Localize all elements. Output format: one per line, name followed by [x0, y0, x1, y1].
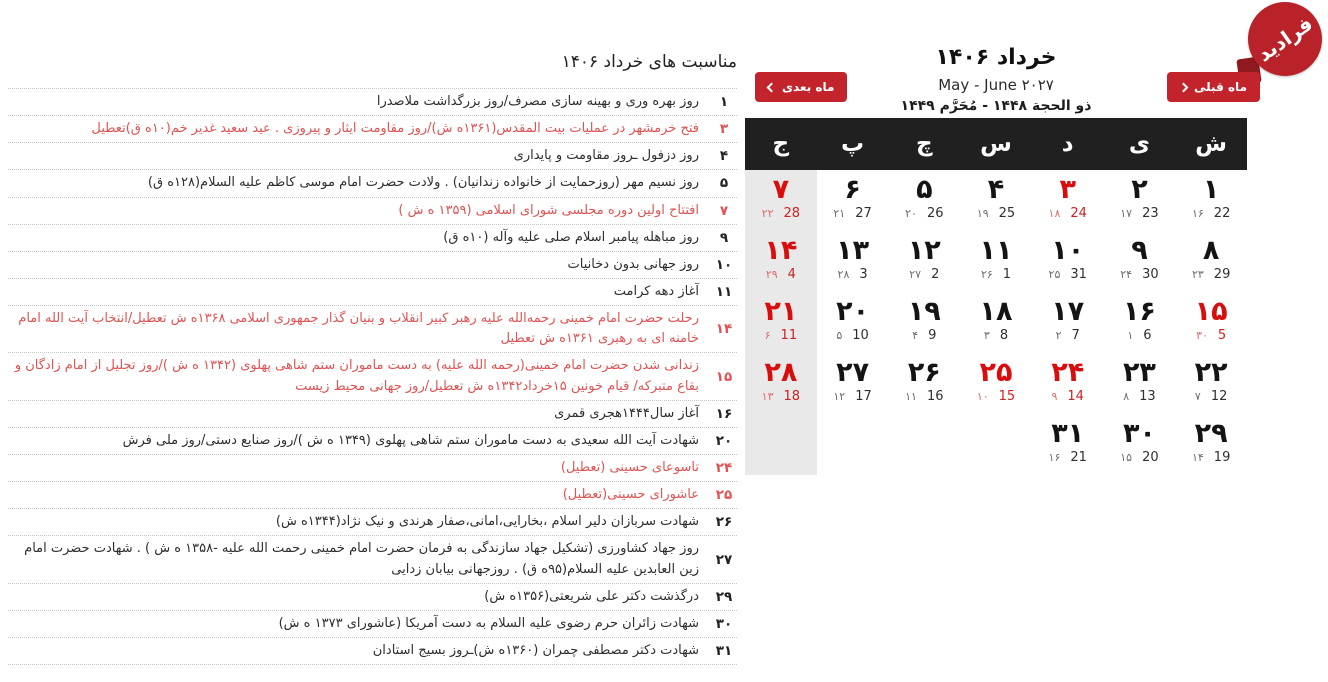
- occasion-day-number: ۹: [719, 229, 729, 246]
- occasion-day-number: ۷: [719, 202, 729, 219]
- occasion-row: [8, 143, 737, 170]
- gregorian-day-number: 5: [1217, 327, 1227, 343]
- secondary-dates: [905, 206, 943, 221]
- secondary-dates: [984, 328, 1008, 343]
- day-cell: [888, 292, 960, 353]
- gregorian-day-number: 26: [926, 205, 944, 221]
- gregorian-day-number: 3: [859, 266, 868, 282]
- occasion-text: روز نسیم مهر (روزحمایت از خانواده زندانیان) . ولادت حضرت امام موسی کاظم علیه السلام(۱۲۸ه ق): [147, 175, 699, 191]
- hijri-day-number: ۱۴: [1191, 450, 1204, 464]
- occasion-day-number: ۴: [719, 148, 729, 165]
- jalali-day-number: ۲۳: [1122, 357, 1156, 388]
- secondary-dates: [1192, 450, 1230, 465]
- day-cell: [1175, 170, 1247, 231]
- occasion-text: زندانی شدن حضرت امام خمینی(رحمه الله علیه) به دست ماموران ستم شاهی پهلوی (۱۳۴۲ ه ش )/روز تجلیل از امام زادگان و بقاع متبرکه/ قیام خونین ۱۵خرداد۱۳۴۲ه ش تعطیل/روز جهانی محیط زیست: [14, 358, 699, 394]
- empty-day-cell: [888, 414, 960, 475]
- occasion-row: [8, 306, 737, 353]
- weekday-label: ش: [1195, 131, 1228, 157]
- secondary-dates: [1049, 450, 1087, 465]
- hijri-day-number: ۱۰: [976, 389, 989, 403]
- jalali-day-number: ۱۳: [836, 235, 870, 266]
- secondary-dates: [1192, 206, 1230, 221]
- next-month-button[interactable]: [755, 72, 847, 102]
- prev-month-button[interactable]: [1167, 72, 1260, 102]
- day-cell: [1175, 292, 1247, 353]
- secondary-dates: [1049, 206, 1087, 221]
- occasion-row: [8, 252, 737, 279]
- gregorian-day-number: 22: [1213, 205, 1231, 221]
- day-cell: [888, 353, 960, 414]
- next-month-label: ماه بعدی: [782, 80, 835, 94]
- occasion-day-number: ۲۰: [715, 432, 733, 449]
- month-day-grid: [745, 170, 1247, 475]
- hijri-day-number: ۱: [1127, 328, 1134, 342]
- gregorian-day-number: 15: [998, 388, 1016, 404]
- jalali-day-number: ۲۴: [1051, 357, 1085, 388]
- secondary-dates: [765, 328, 797, 343]
- occasion-text: روز جهاد کشاورزی (تشکیل جهاد سازندگی به فرمان حضرت امام خمینی رحمت الله علیه -۱۳۵۸ ه ش ) . شهادت حضرت امام زین العابدین علیه السلام(۹۵ه ق) . روزجهانی بیابان زدایی: [24, 541, 699, 577]
- gregorian-day-number: 27: [855, 205, 872, 221]
- jalali-day-number: ۲۱: [764, 296, 798, 327]
- day-cell: [1032, 231, 1104, 292]
- gregorian-day-number: 25: [998, 205, 1016, 221]
- occasions-title: مناسبت های خرداد ۱۴۰۶: [561, 52, 737, 72]
- jalali-day-number: ۱۸: [979, 296, 1013, 327]
- gregorian-day-number: 17: [855, 388, 872, 404]
- occasion-text: روز مباهله پیامبر اسلام صلی علیه وآله (۱۰ه ق): [443, 229, 699, 245]
- jalali-day-number: ۲۶: [907, 357, 941, 388]
- jalali-day-number: ۱۲: [907, 235, 941, 266]
- occasion-row: [8, 89, 737, 116]
- secondary-dates: [1051, 389, 1083, 404]
- day-cell: [817, 170, 889, 231]
- hijri-day-number: ۱۳: [761, 389, 774, 403]
- secondary-dates: [838, 267, 868, 282]
- gregorian-day-number: 31: [1070, 266, 1087, 282]
- gregorian-day-number: 12: [1210, 388, 1228, 404]
- weekday-label: د: [1061, 131, 1074, 157]
- day-cell: [1104, 292, 1176, 353]
- occasion-text: روز جهانی بدون دخانیات: [567, 256, 699, 272]
- secondary-dates: [1120, 450, 1158, 465]
- occasion-text: روز دزفول ـروز مقاومت و پایداری: [513, 148, 699, 164]
- occasions-list: [8, 88, 737, 665]
- gregorian-day-number: 7: [1071, 327, 1080, 343]
- hijri-day-number: ۱۶: [1191, 206, 1204, 220]
- jalali-day-number: ۱: [1202, 174, 1220, 205]
- occasion-row: [8, 170, 737, 197]
- hijri-day-number: ۱۲: [833, 389, 846, 403]
- gregorian-day-number: 28: [783, 205, 801, 221]
- secondary-dates: [905, 389, 943, 404]
- gregorian-day-number: 24: [1070, 205, 1087, 221]
- gregorian-day-number: 20: [1142, 449, 1159, 465]
- occasion-row: [8, 279, 737, 306]
- occasion-text: فتح خرمشهر در عملیات بیت المقدس(۱۳۶۱ه ش)/روز مقاومت ایثار و پیروزی . عید سعید غدیر خم(۱۰ه ق)تعطیل: [91, 121, 699, 137]
- jalali-day-number: ۲۰: [836, 296, 870, 327]
- jalali-day-number: ۶: [844, 174, 861, 205]
- occasion-day-number: ۱۵: [715, 368, 733, 385]
- occasion-day-number: ۱۰: [715, 256, 733, 273]
- jalali-day-number: ۱۱: [979, 235, 1013, 266]
- chevron-left-icon: [767, 82, 777, 92]
- day-cell: [817, 231, 889, 292]
- occasion-row: [8, 509, 737, 536]
- hijri-day-number: ۲۰: [905, 206, 917, 220]
- secondary-dates: [1192, 267, 1230, 282]
- jalali-day-number: ۱۴: [764, 235, 798, 266]
- day-cell: [1175, 353, 1247, 414]
- gregorian-range: May - June ۲۰۲۷: [938, 75, 1054, 94]
- day-cell: [1104, 231, 1176, 292]
- day-cell: [1032, 292, 1104, 353]
- gregorian-day-number: 8: [999, 327, 1009, 343]
- empty-day-cell: [745, 414, 817, 475]
- occasion-text: شهادت آیت الله سعیدی به دست ماموران ستم شاهی پهلوی (۱۳۴۹ ه ش )/روز صنایع دستی/روز ملی فرش: [122, 432, 699, 448]
- hijri-day-number: ۷: [1194, 389, 1201, 403]
- jalali-day-number: ۹: [1131, 235, 1148, 266]
- occasion-text: رحلت حضرت امام خمینی رحمه‌الله علیه رهبر کبیر انقلاب و بنیان گذار جمهوری اسلامی ۱۳۶۸ه ش تعطیل/انتخاب آیت الله امام خامنه ای به رهبری ۱۳۶۱ه ش تعطیل: [18, 311, 699, 347]
- occasion-day-number: ۲۹: [715, 588, 733, 605]
- day-cell: [1104, 414, 1176, 475]
- hijri-day-number: ۱۶: [1048, 450, 1061, 464]
- jalali-day-number: ۳۰: [1122, 418, 1156, 449]
- weekday-label: ی: [1128, 131, 1150, 157]
- occasion-text: تاسوعای حسینی (تعطیل): [560, 459, 699, 475]
- hijri-day-number: ۱۸: [1048, 206, 1061, 220]
- occasion-row: [8, 482, 737, 509]
- day-cell: [960, 170, 1032, 231]
- secondary-dates: [1195, 389, 1227, 404]
- occasion-day-number: ۲۵: [715, 487, 733, 504]
- empty-day-cell: [817, 414, 889, 475]
- day-cell: [745, 353, 817, 414]
- day-cell: [888, 170, 960, 231]
- occasion-day-number: ۱۴: [715, 321, 733, 338]
- secondary-dates: [836, 328, 868, 343]
- secondary-dates: [1196, 328, 1226, 343]
- jalali-day-number: ۳۱: [1051, 418, 1085, 449]
- occasion-row: [8, 428, 737, 455]
- gregorian-day-number: 16: [926, 388, 944, 404]
- gregorian-day-number: 6: [1143, 327, 1152, 343]
- gregorian-day-number: 29: [1213, 266, 1231, 282]
- jalali-day-number: ۸: [1202, 235, 1220, 266]
- occasion-day-number: ۱۶: [715, 405, 733, 422]
- hijri-day-number: ۸: [1123, 389, 1130, 403]
- jalali-day-number: ۷: [772, 174, 790, 205]
- hijri-range: ذو الحجة ۱۴۴۸ - مُحَرَّم ۱۴۴۹: [900, 97, 1092, 114]
- weekday-header-bar: [745, 118, 1247, 170]
- hijri-day-number: ۲۹: [765, 267, 778, 281]
- occasion-text: عاشورای حسینی(تعطیل): [562, 487, 699, 503]
- occasion-day-number: ۳: [719, 121, 729, 138]
- empty-day-cell: [960, 414, 1032, 475]
- jalali-day-number: ۲۷: [836, 357, 870, 388]
- occasion-text: شهادت زائران حرم رضوی علیه السلام به دست آمریکا (عاشورای ۱۳۷۳ ه ش): [278, 615, 699, 631]
- gregorian-day-number: 10: [852, 327, 869, 343]
- hijri-day-number: ۳۰: [1196, 328, 1208, 342]
- jalali-day-number: ۱۰: [1051, 235, 1085, 266]
- hijri-day-number: ۲: [1055, 328, 1062, 342]
- hijri-day-number: ۵: [836, 328, 843, 342]
- hijri-day-number: ۱۵: [1120, 450, 1133, 464]
- secondary-dates: [977, 389, 1015, 404]
- secondary-dates: [762, 206, 800, 221]
- secondary-dates: [1127, 328, 1151, 343]
- day-cell: [1175, 231, 1247, 292]
- hijri-day-number: ۹: [1051, 389, 1058, 403]
- hijri-day-number: ۴: [912, 328, 919, 342]
- occasion-text: آغاز سال۱۴۴۴هجری قمری: [554, 405, 699, 421]
- occasion-text: شهادت دکتر مصطفی چمران (۱۳۶۰ه ش)ـروز بسیج استادان: [372, 642, 699, 658]
- jalali-day-number: ۴: [987, 174, 1005, 205]
- occasion-row: [8, 611, 737, 638]
- day-cell: [1175, 414, 1247, 475]
- occasion-row: [8, 198, 737, 225]
- day-cell: [960, 231, 1032, 292]
- jalali-day-number: ۵: [916, 174, 933, 205]
- day-cell: [960, 292, 1032, 353]
- gregorian-day-number: 23: [1142, 205, 1159, 221]
- gregorian-day-number: 19: [1213, 449, 1231, 465]
- occasions-panel: [8, 52, 737, 665]
- occasion-row: [8, 536, 737, 583]
- gregorian-day-number: 4: [787, 266, 796, 282]
- jalali-day-number: ۲۸: [764, 357, 798, 388]
- secondary-dates: [977, 206, 1015, 221]
- day-cell: [1104, 353, 1176, 414]
- secondary-dates: [909, 267, 939, 282]
- jalali-day-number: ۲: [1131, 174, 1148, 205]
- gregorian-day-number: 18: [783, 388, 801, 404]
- day-cell: [745, 231, 817, 292]
- day-cell: [817, 292, 889, 353]
- occasion-day-number: ۱: [719, 94, 729, 111]
- occasion-day-number: ۲۷: [715, 551, 733, 568]
- month-title: خرداد ۱۴۰۶: [935, 45, 1057, 70]
- day-cell: [745, 292, 817, 353]
- hijri-day-number: ۳: [983, 328, 990, 342]
- secondary-dates: [981, 267, 1011, 282]
- occasion-text: آغاز دهه کرامت: [613, 283, 699, 299]
- hijri-day-number: ۶: [764, 328, 771, 342]
- secondary-dates: [833, 206, 871, 221]
- day-cell: [1104, 170, 1176, 231]
- occasion-day-number: ۱۱: [715, 284, 733, 301]
- jalali-day-number: ۲۹: [1194, 418, 1228, 449]
- hijri-day-number: ۲۸: [837, 267, 850, 281]
- weekday-label: س: [980, 131, 1012, 157]
- hijri-day-number: ۲۲: [761, 206, 774, 220]
- jalali-day-number: ۱۷: [1051, 296, 1085, 327]
- day-cell: [745, 170, 817, 231]
- hijri-day-number: ۱۹: [976, 206, 989, 220]
- jalali-day-number: ۱۶: [1122, 296, 1156, 327]
- occasion-row: [8, 116, 737, 143]
- hijri-day-number: ۱۱: [905, 389, 917, 403]
- day-cell: [1032, 414, 1104, 475]
- occasion-text: روز بهره وری و بهینه سازی مصرف/روز بزرگداشت ملاصدرا: [376, 94, 699, 109]
- hijri-day-number: ۲۵: [1048, 267, 1061, 281]
- jalali-day-number: ۲۲: [1194, 357, 1228, 388]
- jalali-day-number: ۳: [1059, 174, 1076, 205]
- secondary-dates: [762, 389, 800, 404]
- day-cell: [1032, 170, 1104, 231]
- occasion-day-number: ۵: [719, 175, 729, 192]
- gregorian-day-number: 14: [1067, 388, 1084, 404]
- gregorian-day-number: 13: [1139, 388, 1156, 404]
- secondary-dates: [1123, 389, 1155, 404]
- gregorian-day-number: 1: [1002, 266, 1012, 282]
- occasion-row: [8, 638, 737, 665]
- occasion-day-number: ۲۴: [715, 460, 733, 477]
- occasion-row: [8, 584, 737, 611]
- secondary-dates: [912, 328, 936, 343]
- occasion-day-number: ۲۶: [715, 514, 733, 531]
- hijri-day-number: ۲۱: [833, 206, 846, 220]
- weekday-label: پ: [840, 131, 865, 157]
- gregorian-day-number: 11: [780, 327, 798, 343]
- day-cell: [888, 231, 960, 292]
- jalali-day-number: ۱۵: [1194, 296, 1228, 327]
- day-cell: [960, 353, 1032, 414]
- secondary-dates: [1120, 267, 1158, 282]
- day-cell: [1032, 353, 1104, 414]
- prev-month-label: ماه قبلی: [1194, 80, 1247, 94]
- logo-text: فرادید: [1252, 11, 1318, 67]
- secondary-dates: [1049, 267, 1087, 282]
- day-cell: [817, 353, 889, 414]
- occasion-row: [8, 401, 737, 428]
- hijri-day-number: ۲۴: [1120, 267, 1133, 281]
- occasion-day-number: ۳۰: [715, 615, 733, 632]
- occasion-text: درگذشت دکتر علی شریعتی(۱۳۵۶ه ش): [484, 588, 699, 604]
- occasion-day-number: ۳۱: [715, 643, 733, 660]
- hijri-day-number: ۱۷: [1120, 206, 1133, 220]
- occasion-row: [8, 225, 737, 252]
- gregorian-day-number: 2: [931, 266, 940, 282]
- gregorian-day-number: 21: [1070, 449, 1087, 465]
- secondary-dates: [1120, 206, 1158, 221]
- hijri-day-number: ۲۶: [980, 267, 993, 281]
- weekday-label: چ: [915, 131, 933, 157]
- hijri-day-number: ۲۳: [1191, 267, 1204, 281]
- chevron-right-icon: [1179, 82, 1189, 92]
- gregorian-day-number: 9: [928, 327, 937, 343]
- secondary-dates: [1056, 328, 1080, 343]
- secondary-dates: [833, 389, 871, 404]
- secondary-dates: [766, 267, 796, 282]
- occasion-text: شهادت سربازان دلیر اسلام ،بخارایی،امانی،صفار هرندی و نیک نژاد(۱۳۴۴ه ش): [275, 514, 699, 530]
- jalali-day-number: ۱۹: [907, 296, 941, 327]
- jalali-day-number: ۲۵: [979, 357, 1013, 388]
- weekday-label: ج: [772, 131, 790, 157]
- occasion-text: افتتاح اولین دوره مجلسی شورای اسلامی (۱۳۵۹ ه ش ): [398, 202, 699, 218]
- faradeed-logo-icon: [1248, 2, 1322, 76]
- occasion-row: [8, 353, 737, 400]
- occasion-row: [8, 455, 737, 482]
- hijri-day-number: ۲۷: [909, 267, 922, 281]
- gregorian-day-number: 30: [1142, 266, 1159, 282]
